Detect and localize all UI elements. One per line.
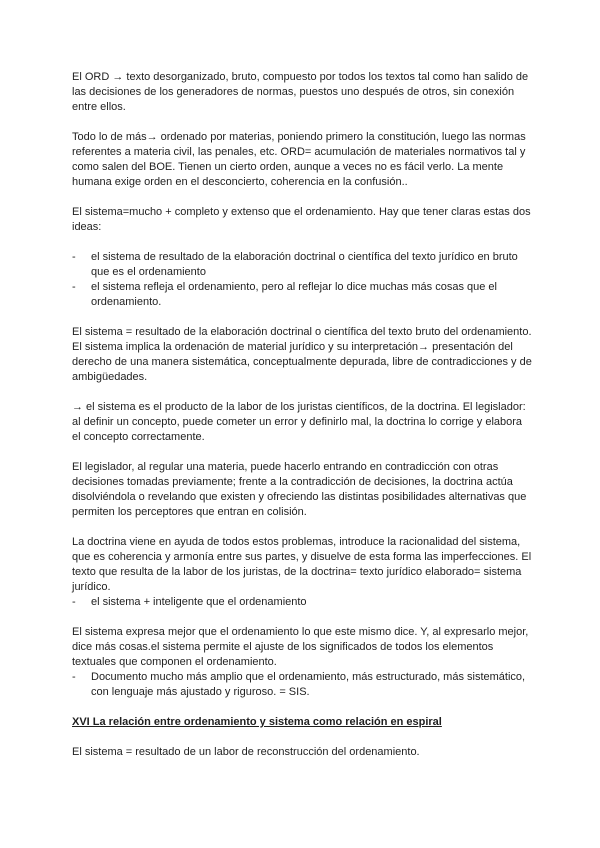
paragraph-ord-definition: El ORD → texto desorganizado, bruto, compuesto por todos los textos tal como han salido de las decisiones de los generadores de normas, puestos uno después de otros, sin conexión entre ellos. xyxy=(72,71,529,113)
documento-list xyxy=(72,670,532,700)
paragraph-doctrina: La doctrina viene en ayuda de todos estos problemas, introduce la racionalidad del sistema, que es coherencia y armonía entre sus partes, y disuelve de esta forma las imperfecciones. El texto que resulta de la labor de los juristas, de la doctrina= texto jurídico elaborado= sistema jurídico. xyxy=(72,536,532,593)
list-item: - el sistema de resultado de la elaboración doctrinal o científica del texto jurídico en bruto que es el ordenamiento xyxy=(72,250,532,280)
list-item: - Documento mucho más amplio que el ordenamiento, más estructurado, más sistemático, con lenguaje más ajustado y riguroso. = SIS. xyxy=(72,670,532,700)
paragraph-sistema-ideas: El sistema=mucho + completo y extenso que el ordenamiento. Hay que tener claras estas dos ideas: xyxy=(72,206,531,233)
paragraph-sistema-resultado: El sistema = resultado de la elaboración doctrinal o científica del texto bruto del ordenamiento. El sistema implica la ordenación de material jurídico y su interpretación→ presentación del derecho de una manera sistemática, conceptualmente depurada, libre de contradicciones y de ambigüedades. xyxy=(72,326,532,383)
section-heading: XVI La relación entre ordenamiento y sistema como relación en espiral xyxy=(72,716,442,728)
list-item: - el sistema refleja el ordenamiento, pero al reflejar lo dice muchas más cosas que el ordenamiento. xyxy=(72,280,532,310)
sistema-list xyxy=(72,595,532,610)
list-item: - el sistema + inteligente que el ordenamiento xyxy=(72,595,532,610)
paragraph-reconstruccion: El sistema = resultado de un labor de reconstrucción del ordenamiento. xyxy=(72,746,420,758)
paragraph-labor-juristas: → el sistema es el producto de la labor de los juristas científicos, de la doctrina. El legislador: al definir un concepto, puede cometer un error y definirlo mal, la doctrina lo corrige y elabora el concepto correctamente. xyxy=(72,401,526,443)
paragraph-sistema-expresa: El sistema expresa mejor que el ordenamiento lo que este mismo dice. Y, al expresarlo mejor, dice más cosas.el sistema permite el ajuste de los significados de todos los elementos textuales que componen el ordenamiento. xyxy=(72,626,529,668)
document-body xyxy=(72,70,532,775)
ideas-list xyxy=(72,250,532,310)
paragraph-legislador: El legislador, al regular una materia, puede hacerlo entrando en contradicción con otras decisiones tomadas previamente; frente a la contradicción de decisiones, la doctrina actúa disolviéndola o revelando que existen y ofreciendo las distintas posibilidades alternativas que permiten los perceptores que entran en colisión. xyxy=(72,461,527,518)
paragraph-ord-order: Todo lo de más→ ordenado por materias, poniendo primero la constitución, luego las normas referentes a materia civil, las penales, etc. ORD= acumulación de materiales normativos tal y como salen del BOE. Tienen un cierto orden, aunque a veces no es fácil verlo. La mente humana exige orden en el desconcierto, coherencia en la confusión.. xyxy=(72,131,526,188)
